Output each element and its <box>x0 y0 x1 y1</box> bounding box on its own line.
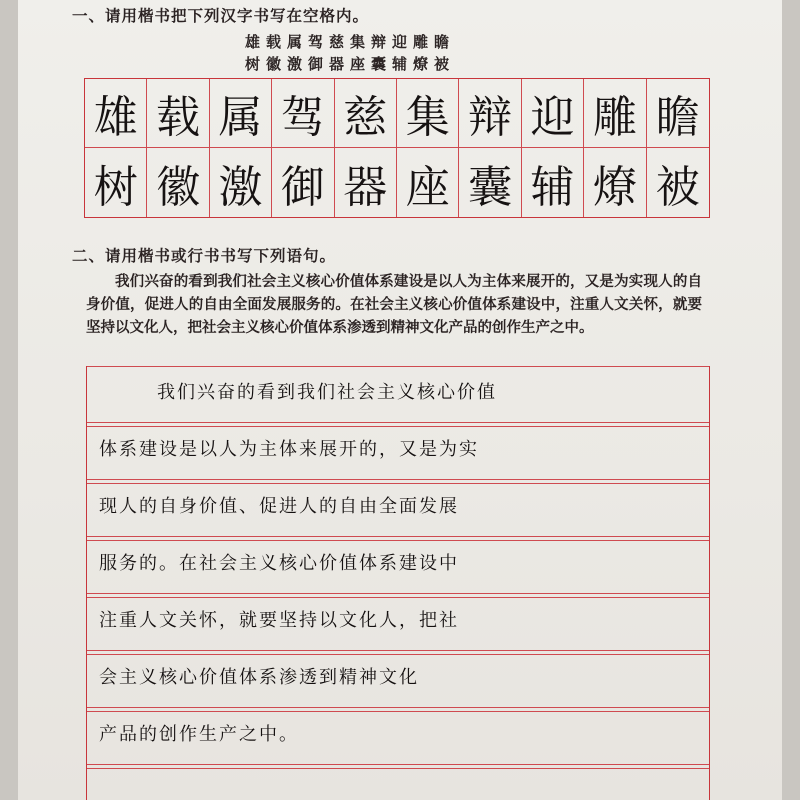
grid-cell: 雄 <box>85 79 147 148</box>
ruled-line <box>87 479 709 480</box>
ruled-line <box>87 422 709 423</box>
sample-passage: 我们兴奋的看到我们社会主义核心价值体系建设是以人为主体来展开的，又是为实现人的自身价值，促进人的自由全面发展服务的。在社会主义核心价值体系建设中，注重人文关怀，就要坚持以文化人，把社会主义核心价值体系渗透到精神文化产品的创作生产之中。 <box>86 273 702 336</box>
grid-cell: 激 <box>210 148 272 217</box>
ruled-line <box>87 707 709 708</box>
grid-cell: 辅 <box>522 148 584 217</box>
handwritten-line: 注重人文关怀，就要坚持以文化人，把社 <box>99 610 459 631</box>
grid-cell: 驾 <box>272 79 334 148</box>
grid-cell: 慈 <box>335 79 397 148</box>
ruled-line <box>87 593 709 594</box>
handwritten-line: 现人的自身价值、促进人的自由全面发展 <box>99 496 459 517</box>
section1-heading: 一、请用楷书把下列汉字书写在空格内。 <box>72 6 370 25</box>
grid-cell: 徽 <box>147 148 209 217</box>
grid-cell: 集 <box>397 79 459 148</box>
grid-cell: 属 <box>210 79 272 148</box>
handwritten-line: 产品的创作生产之中。 <box>99 724 299 745</box>
handwritten-line: 我们兴奋的看到我们社会主义核心价值 <box>157 382 497 403</box>
handwriting-area <box>86 366 710 800</box>
grid-cell: 瞻 <box>647 79 709 148</box>
grid-cell: 燎 <box>584 148 646 217</box>
grid-cell: 迎 <box>522 79 584 148</box>
handwritten-line: 会主义核心价值体系渗透到精神文化 <box>99 667 419 688</box>
char-list-line-2: 树徽激御器座囊辅燎被 <box>245 55 456 73</box>
grid-cell: 囊 <box>459 148 521 217</box>
ruled-line <box>87 536 709 537</box>
grid-cell: 器 <box>335 148 397 217</box>
grid-cell: 载 <box>147 79 209 148</box>
grid-cell: 辩 <box>459 79 521 148</box>
ruled-line <box>87 764 709 765</box>
grid-cell: 雕 <box>584 79 646 148</box>
grid-cell: 被 <box>655 161 700 213</box>
ruled-line <box>87 366 709 367</box>
grid-cell: 座 <box>397 148 459 217</box>
section2-heading: 二、请用楷书或行书书写下列语句。 <box>72 246 337 265</box>
handwritten-line: 服务的。在社会主义核心价值体系建设中 <box>99 553 459 574</box>
char-list-line-1: 雄载属驾慈集辩迎雕瞻 <box>245 33 456 51</box>
grid-cell: 树 <box>85 148 147 217</box>
character-grid <box>84 78 710 218</box>
grid-cell: 御 <box>272 148 334 217</box>
handwritten-line: 体系建设是以人为主体来展开的，又是为实 <box>99 439 479 460</box>
ruled-line <box>87 650 709 651</box>
